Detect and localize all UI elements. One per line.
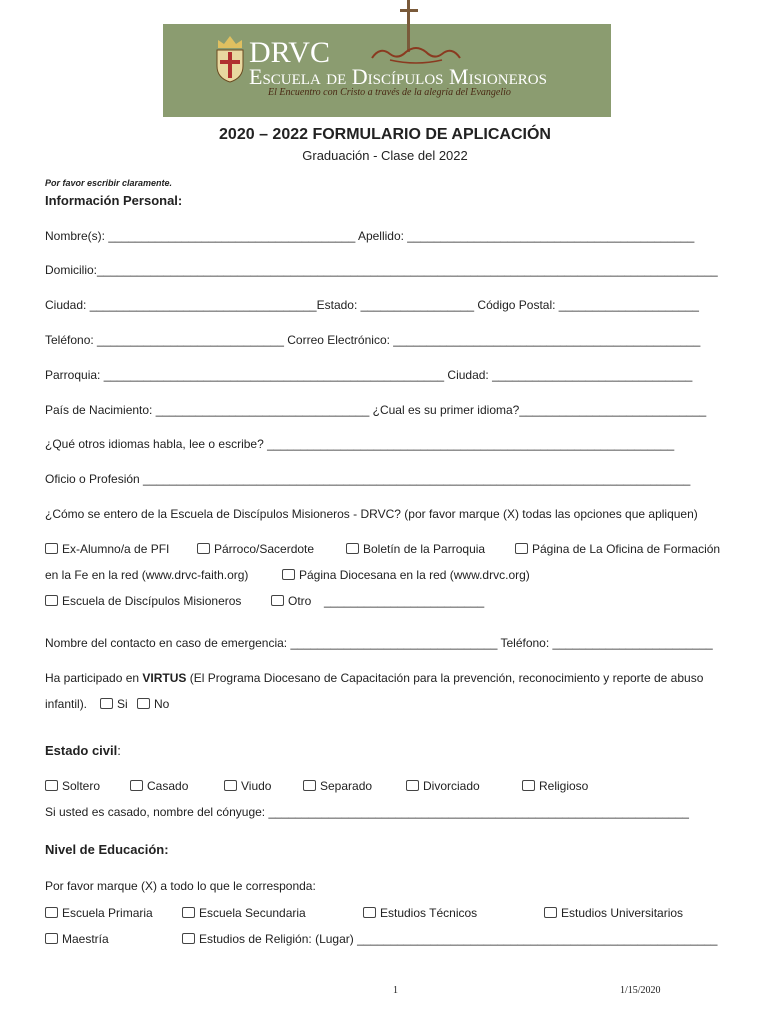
checkbox-divorciado[interactable]: Divorciado (406, 779, 480, 793)
profession-field[interactable]: Oficio o Profesión __________________________________________________________________________________ (45, 472, 691, 486)
phone-email-field[interactable]: Teléfono: ____________________________ Correo Electrónico: ______________________________________________ (45, 333, 701, 347)
parish-field[interactable]: Parroquia: ___________________________________________________ Ciudad: ______________________________ (45, 368, 693, 382)
checkbox-religioso[interactable]: Religioso (522, 779, 588, 793)
form-subtitle: Graduación - Clase del 2022 (302, 148, 468, 163)
checkbox-parroco[interactable]: Párroco/Sacerdote (197, 542, 314, 556)
checkbox-primaria[interactable]: Escuela Primaria (45, 906, 153, 920)
checkbox-soltero[interactable]: Soltero (45, 779, 100, 793)
checkbox-secundaria[interactable]: Escuela Secundaria (182, 906, 306, 920)
address-field[interactable]: Domicilio:_____________________________________________________________________________________________ (45, 263, 718, 277)
other-languages-field[interactable]: ¿Qué otros idiomas habla, lee o escribe? _____________________________________________________________ (45, 437, 675, 451)
checkbox-escuela[interactable]: Escuela de Discípulos Misioneros (45, 594, 241, 608)
form-title: 2020 – 2022 FORMULARIO DE APLICACIÓN (219, 126, 551, 143)
checkbox-separado[interactable]: Separado (303, 779, 372, 793)
emergency-contact-field[interactable]: Nombre del contacto en caso de emergencia: _______________________________ Teléfono: ________________________ (45, 636, 713, 650)
checkbox-pagina-formacion[interactable]: Página de La Oficina de Formación (515, 542, 720, 556)
checkbox-otro[interactable]: Otro (271, 594, 311, 608)
checkbox-universitarios[interactable]: Estudios Universitarios (544, 906, 683, 920)
name-field[interactable]: Nombre(s): _____________________________________ Apellido: ___________________________________________ (45, 229, 695, 243)
city-state-zip-field[interactable]: Ciudad: __________________________________Estado: _________________ Código Postal: _____________________ (45, 298, 699, 312)
checkbox-ex-alumno[interactable]: Ex-Alumno/a de PFI (45, 542, 169, 556)
checkbox-religion[interactable]: Estudios de Religión: (Lugar) ______________________________________________________ (182, 932, 717, 946)
footer-date: 1/15/2020 (620, 985, 661, 996)
checkbox-pagina-diocesana[interactable]: Página Diocesana en la red (www.drvc.org) (282, 568, 530, 582)
checkbox-boletin[interactable]: Boletín de la Parroquia (346, 542, 485, 556)
ornament-icon (370, 44, 462, 66)
shield-logo-icon (212, 34, 248, 84)
civil-status-heading: Estado civil: (45, 743, 121, 758)
checkbox-viudo[interactable]: Viudo (224, 779, 271, 793)
checkbox-casado[interactable]: Casado (130, 779, 188, 793)
how-heard-question: ¿Cómo se entero de la Escuela de Discípulos Misioneros - DRVC? (por favor marque (X) todas las opciones que apliquen) (45, 507, 698, 521)
formacion-url: en la Fe en la red (www.drvc-faith.org) (45, 568, 249, 582)
write-clearly-note: Por favor escribir claramente. (45, 178, 173, 188)
checkbox-virtus-si[interactable]: Si (100, 697, 128, 711)
logo-title: DRVC (249, 36, 330, 69)
education-instruction: Por favor marque (X) a todo lo que le corresponda: (45, 879, 316, 893)
checkbox-tecnicos[interactable]: Estudios Técnicos (363, 906, 477, 920)
logo-tagline: El Encuentro con Cristo a través de la alegría del Evangelio (268, 87, 511, 98)
checkbox-virtus-no[interactable]: No (137, 697, 169, 711)
otro-blank[interactable]: ________________________ (324, 594, 485, 608)
education-heading: Nivel de Educación: (45, 842, 169, 857)
birth-country-field[interactable]: País de Nacimiento: ________________________________ ¿Cual es su primer idioma?____________________________ (45, 403, 707, 417)
logo-subtitle: Escuela de Discípulos Misioneros (249, 64, 547, 89)
checkbox-maestria[interactable]: Maestría (45, 932, 109, 946)
virtus-line2: infantil). (45, 697, 88, 711)
virtus-question: Ha participado en VIRTUS (El Programa Diocesano de Capacitación para la prevención, reconocimiento y reporte de abuso (45, 671, 704, 685)
spouse-name-field[interactable]: Si usted es casado, nombre del cónyuge: _______________________________________________________________ (45, 805, 689, 819)
personal-info-heading: Información Personal: (45, 193, 183, 208)
page-number: 1 (393, 985, 398, 996)
